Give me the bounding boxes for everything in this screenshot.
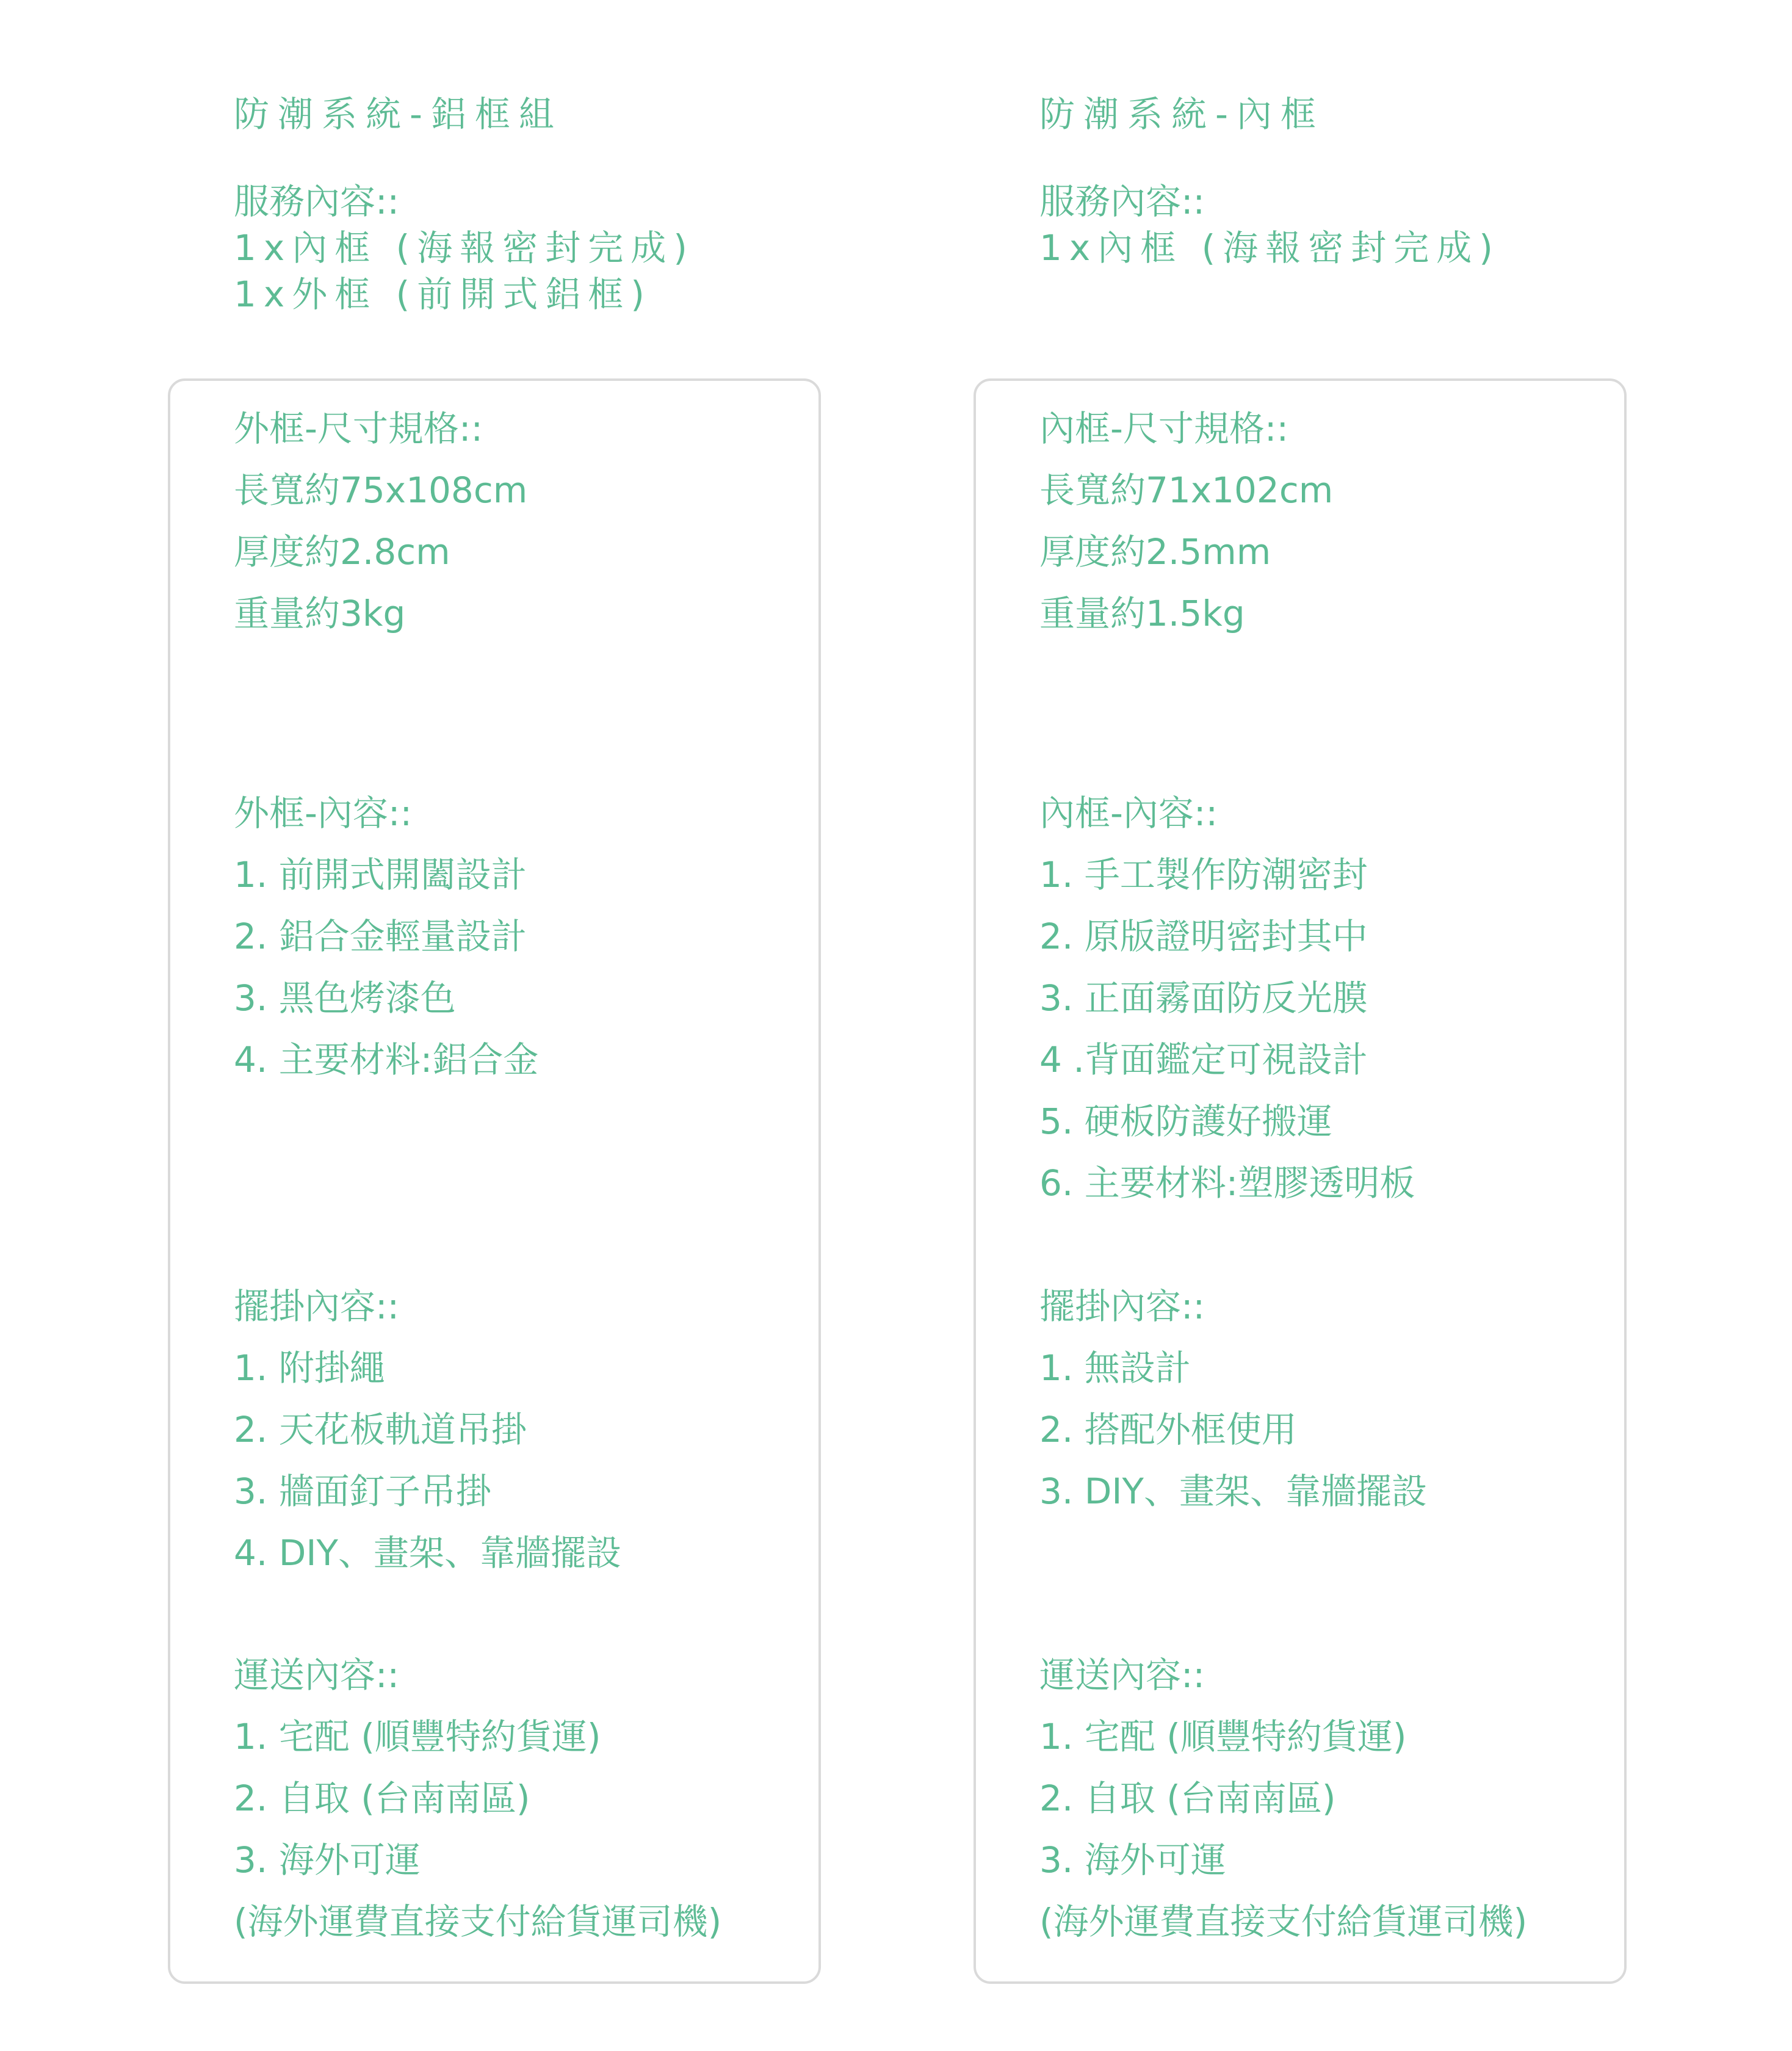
- right-title: 防潮系統-內框: [1039, 93, 1324, 135]
- right-ship-item: 2. 自取 (台南南區): [1039, 1778, 1336, 1819]
- left-spec-card: [168, 378, 821, 1984]
- right-ship-item: (海外運費直接支付給貨運司機): [1039, 1901, 1528, 1942]
- left-hang-item: 4. DIY、畫架、靠牆擺設: [234, 1532, 621, 1574]
- left-title: 防潮系統-鋁框組: [234, 93, 563, 135]
- left-ship-item: (海外運費直接支付給貨運司機): [234, 1901, 722, 1942]
- right-spec-card: [974, 378, 1627, 1984]
- right-spec-section: [1039, 405, 1333, 652]
- left-spec-item: 長寬約75x108cm: [234, 469, 528, 511]
- right-content-item: 4 .背面鑑定可視設計: [1039, 1039, 1368, 1080]
- left-service: [234, 178, 695, 317]
- right-spec-item: 厚度約2.5mm: [1039, 531, 1271, 573]
- left-ship-section: [234, 1652, 721, 1960]
- right-content-item: 5. 硬板防護好搬運: [1039, 1101, 1332, 1142]
- right-hang-item: 1. 無設計: [1039, 1347, 1191, 1389]
- left-ship-item: 1. 宅配 (順豐特約貨運): [234, 1716, 601, 1757]
- left-service-line: 1x內框 (海報密封完成): [234, 227, 695, 269]
- left-content-section: [234, 790, 538, 1098]
- right-content-head: 內框-內容::: [1039, 792, 1218, 834]
- right-hang-head: 擺掛內容::: [1039, 1286, 1205, 1327]
- left-spec-section: [234, 405, 527, 652]
- left-ship-head: 運送內容::: [234, 1654, 400, 1696]
- left-content-item: 4. 主要材料:鋁合金: [234, 1039, 539, 1080]
- left-service-line: 1x外框 (前開式鋁框): [234, 273, 652, 315]
- right-content-item: 3. 正面霧面防反光膜: [1039, 977, 1368, 1019]
- right-service-head: 服務內容::: [1039, 181, 1205, 222]
- left-ship-item: 3. 海外可運: [234, 1839, 421, 1881]
- left-content-item: 3. 黑色烤漆色: [234, 977, 456, 1019]
- right-spec-item: 重量約1.5kg: [1039, 593, 1245, 634]
- left-hang-item: 2. 天花板軌道吊掛: [234, 1409, 527, 1450]
- right-service-line: 1x內框 (海報密封完成): [1039, 227, 1500, 269]
- right-hang-section: [1039, 1283, 1427, 1530]
- left-ship-item: 2. 自取 (台南南區): [234, 1778, 530, 1819]
- right-content-section: [1039, 790, 1415, 1221]
- left-spec-head: 外框-尺寸規格::: [234, 408, 483, 449]
- right-spec-head: 內框-尺寸規格::: [1039, 408, 1289, 449]
- left-content-item: 2. 鋁合金輕量設計: [234, 916, 527, 957]
- left-content-item: 1. 前開式開闔設計: [234, 854, 527, 895]
- right-ship-section: [1039, 1652, 1527, 1960]
- right-hang-item: 2. 搭配外框使用: [1039, 1409, 1297, 1450]
- right-content-item: 6. 主要材料:塑膠透明板: [1039, 1162, 1415, 1204]
- left-hang-item: 1. 附掛繩: [234, 1347, 385, 1389]
- left-hang-section: [234, 1283, 621, 1591]
- right-hang-item: 3. DIY、畫架、靠牆擺設: [1039, 1470, 1427, 1512]
- right-ship-item: 1. 宅配 (順豐特約貨運): [1039, 1716, 1407, 1757]
- right-spec-item: 長寬約71x102cm: [1039, 469, 1334, 511]
- left-content-head: 外框-內容::: [234, 792, 413, 834]
- right-service: [1039, 178, 1500, 271]
- right-content-item: 1. 手工製作防潮密封: [1039, 854, 1368, 895]
- left-service-head: 服務內容::: [234, 181, 400, 222]
- left-hang-head: 擺掛內容::: [234, 1286, 400, 1327]
- right-ship-item: 3. 海外可運: [1039, 1839, 1226, 1881]
- left-spec-item: 厚度約2.8cm: [234, 531, 450, 573]
- right-ship-head: 運送內容::: [1039, 1654, 1205, 1696]
- left-hang-item: 3. 牆面釘子吊掛: [234, 1470, 491, 1512]
- left-spec-item: 重量約3kg: [234, 593, 406, 634]
- right-content-item: 2. 原版證明密封其中: [1039, 916, 1368, 957]
